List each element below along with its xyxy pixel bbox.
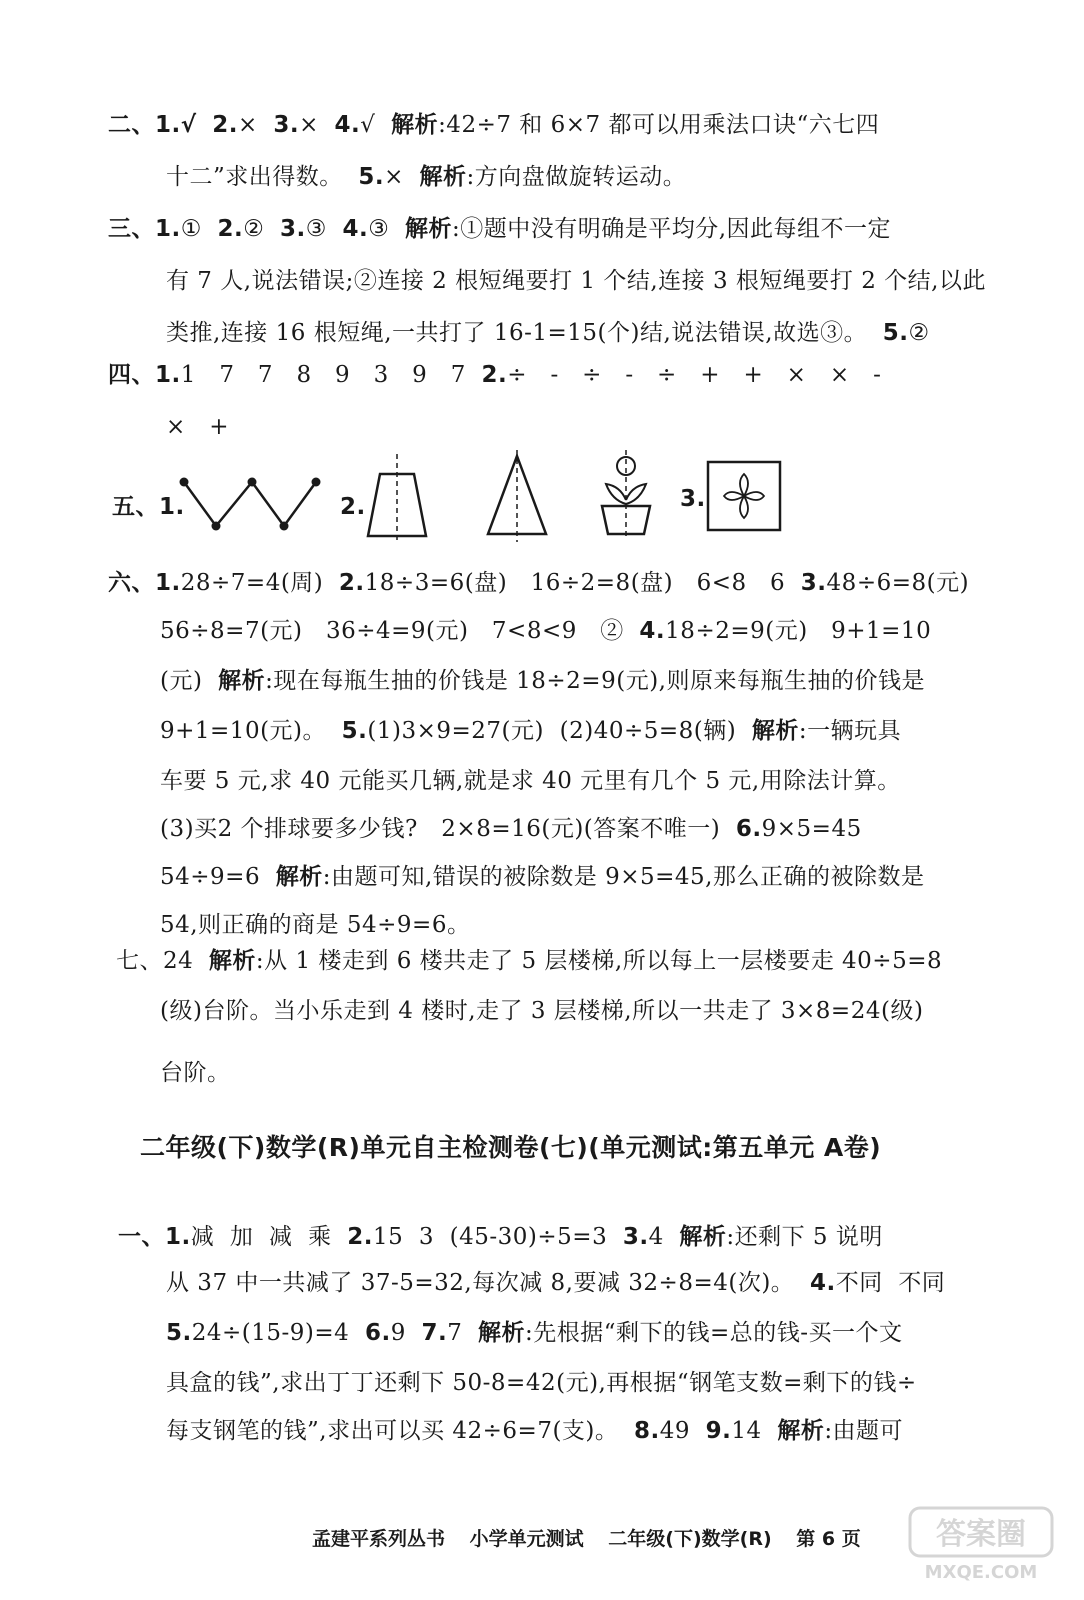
answer-marker: 2. <box>347 1224 373 1250</box>
answer-text-segment: (1)3×9=27(元) (2)40÷5=8(辆) <box>367 718 752 744</box>
answer-marker: 解析 <box>405 216 452 242</box>
answer-line <box>160 1058 231 1088</box>
section5-label-3-wrap <box>680 484 706 514</box>
answer-marker: 8. <box>634 1418 660 1444</box>
answer-marker: 四、1. <box>108 362 181 388</box>
answer-text-segment: 14 <box>731 1418 778 1444</box>
answer-line <box>160 996 923 1026</box>
flowerpot-figure <box>598 450 654 540</box>
answer-marker: 2. <box>217 216 244 242</box>
test-title: 二年级(下)数学(R)单元自主检测卷(七)(单元测试:第五单元 A卷) <box>140 1133 882 1162</box>
answer-text-segment: × <box>384 164 420 190</box>
answer-marker: 6. <box>735 816 762 842</box>
answer-line <box>166 412 229 442</box>
answer-text-segment: 十二”求出得数。 <box>166 164 359 190</box>
answer-text-segment: ③ <box>305 216 343 242</box>
answer-marker: 3. <box>800 570 827 596</box>
answer-text-segment: :由题可 <box>824 1418 904 1444</box>
answer-marker: 二、1.√ <box>108 112 197 138</box>
answer-text-segment: × <box>237 112 274 138</box>
answer-marker: 9. <box>705 1418 732 1444</box>
answer-text-segment: 每支钢笔的钱”,求出可以买 42÷6=7(支)。 <box>166 1418 635 1444</box>
answer-line <box>160 666 925 696</box>
answer-line <box>116 946 942 976</box>
answer-marker: 5. <box>358 164 385 190</box>
footer-page-number: 第 6 页 <box>796 1528 861 1550</box>
answer-text-segment: :①题中没有明确是平均分,因此每组不一定 <box>452 216 892 242</box>
answer-text-segment: 9×5=45 <box>761 816 862 842</box>
answer-marker: 解析 <box>419 164 467 190</box>
answer-marker: 4. <box>809 1270 836 1296</box>
answer-marker: 4. <box>342 216 369 242</box>
answer-text-segment: 56÷8=7(元) 36÷4=9(元) 7<8<9 ② <box>160 618 640 644</box>
answer-text-segment: 不同 不同 <box>835 1270 946 1296</box>
answer-marker: 2. <box>212 112 238 138</box>
answer-line <box>108 568 969 598</box>
answer-line <box>166 1416 903 1446</box>
answer-text-segment: × + <box>166 414 229 440</box>
answer-text-segment: 49 <box>659 1418 706 1444</box>
answer-text-segment: 台阶。 <box>160 1060 231 1086</box>
answer-marker: 解析 <box>208 948 256 974</box>
answer-marker: 6. <box>364 1320 391 1346</box>
answer-text-segment: :由题可知,错误的被除数是 9×5=45,那么正确的被除数是 <box>322 864 925 890</box>
answer-text-segment: ÷ - ÷ - ÷ + + × × - <box>507 362 882 388</box>
answer-line <box>160 910 470 940</box>
answer-text-segment: 48÷6=8(元) <box>826 570 970 596</box>
answer-text-segment: 18÷3=6(盘) 16÷2=8(盘) 6<8 6 <box>364 570 801 596</box>
answer-line <box>160 862 924 892</box>
answer-text-segment: 七、24 <box>116 948 209 974</box>
footer-series: 孟建平系列丛书 <box>312 1528 446 1550</box>
answer-marker: 解析 <box>751 718 799 744</box>
answer-marker: 3. <box>622 1224 649 1250</box>
answer-text-segment: 从 37 中一共减了 37-5=32,每次减 8,要减 32÷8=4(次)。 <box>166 1270 810 1296</box>
trapezoid-figure <box>362 452 432 542</box>
answer-line <box>166 1368 917 1398</box>
triangle-figure <box>482 448 552 542</box>
answer-marker: 解析 <box>777 1418 825 1444</box>
answer-line <box>108 110 879 140</box>
zigzag-figure <box>176 470 324 536</box>
answer-text-segment: 1 7 7 8 9 3 9 7 <box>180 362 482 388</box>
watermark-line2: MXQE.COM <box>924 1562 1038 1583</box>
answer-line <box>166 318 930 348</box>
answer-text-segment: :现在每瓶生抽的价钱是 18÷2=9(元),则原来每瓶生抽的价钱是 <box>265 668 925 694</box>
answer-text-segment: 减 加 减 乘 <box>190 1224 348 1250</box>
answer-marker: 2. <box>481 362 508 388</box>
answer-text-segment: 车要 5 元,求 40 元能买几辆,就是求 40 元里有几个 5 元,用除法计算。 <box>160 768 901 794</box>
answer-text-segment: (3)买2 个排球要多少钱? 2×8=16(元)(答案不唯一) <box>160 816 736 842</box>
answer-text-segment: 类推,连接 16 根短绳,一共打了 16-1=15(个)结,说法错误,故选③。 <box>166 320 883 346</box>
answer-text-segment: :42÷7 和 6×7 都可以用乘法口诀“六七四 <box>438 112 880 138</box>
answer-text-segment: ③ <box>368 216 405 242</box>
answer-marker: 解析 <box>275 864 323 890</box>
answer-marker: 解析 <box>679 1224 727 1250</box>
answer-marker: 5. <box>882 320 909 346</box>
answer-line <box>166 266 986 296</box>
answer-text-segment <box>197 112 213 138</box>
answer-line <box>108 214 891 244</box>
answer-text-segment: ② <box>243 216 280 242</box>
answer-line <box>118 1222 883 1252</box>
answer-text-segment: 7 <box>447 1320 478 1346</box>
answer-text-segment: (元) <box>160 668 219 694</box>
answer-marker: 7. <box>421 1320 448 1346</box>
watermark-line1: 答案圈 <box>936 1517 1026 1552</box>
answer-marker: 2. <box>338 570 365 596</box>
section5-label-1: 五、1. <box>112 494 185 520</box>
answer-marker: 一、1. <box>118 1224 191 1250</box>
answer-text-segment: (级)台阶。当小乐走到 4 楼时,走了 3 层楼梯,所以一共走了 3×8=24(级) <box>160 998 924 1024</box>
answer-text-segment: 28÷7=4(周) <box>180 570 339 596</box>
answer-text-segment: 4 <box>648 1224 680 1250</box>
answer-marker: 5. <box>341 718 368 744</box>
answer-text-segment: 18÷2=9(元) 9+1=10 <box>665 618 932 644</box>
answer-text-segment: 9+1=10(元)。 <box>160 718 342 744</box>
answer-text-segment: × <box>299 112 335 138</box>
answer-text-segment: √ <box>360 112 392 138</box>
watermark-logo <box>906 1504 1056 1588</box>
answer-line <box>108 360 881 390</box>
section5-label-2: 2. <box>340 494 366 520</box>
answer-text-segment: :还剩下 5 说明 <box>726 1224 883 1250</box>
answer-text-segment: 有 7 人,说法错误;②连接 2 根短绳要打 1 个结,连接 3 根短绳要打 2 个结,以此 <box>166 268 986 294</box>
answer-line <box>166 1268 945 1298</box>
footer-book: 小学单元测试 <box>469 1528 584 1550</box>
square-pattern-figure <box>706 460 782 532</box>
answer-marker: 解析 <box>391 112 439 138</box>
answer-line <box>160 814 862 844</box>
answer-text-segment: ① <box>180 216 218 242</box>
answer-text-segment: 54,则正确的商是 54÷9=6。 <box>160 912 471 938</box>
footer-grade: 二年级(下)数学(R) <box>608 1528 772 1550</box>
answer-marker: 解析 <box>218 668 266 694</box>
answer-line <box>160 766 901 796</box>
answer-marker: 六、1. <box>108 570 181 596</box>
section5-label-3: 3. <box>680 486 706 512</box>
answer-text-segment: :方向盘做旋转运动。 <box>466 164 687 190</box>
answer-text-segment: 54÷9=6 <box>160 864 276 890</box>
answer-text-segment: 具盒的钱”,求出丁丁还剩下 50-8=42(元),再根据“钢笔支数=剩下的钱÷ <box>166 1370 917 1396</box>
page-footer <box>312 1524 879 1551</box>
answer-marker: 3. <box>273 112 300 138</box>
answer-line <box>160 616 931 646</box>
answer-text-segment: :一辆玩具 <box>798 718 902 744</box>
answer-text-segment: :从 1 楼走到 6 楼共走了 5 层楼梯,所以每上一层楼要走 40÷5=8 <box>255 948 943 974</box>
answer-marker: 三、1. <box>108 216 181 242</box>
answer-marker: 解析 <box>477 1320 525 1346</box>
answer-marker: 3. <box>280 216 306 242</box>
answer-line <box>166 1318 903 1348</box>
answer-marker: 4. <box>334 112 361 138</box>
answer-text-segment: 24÷(15-9)=4 <box>191 1320 365 1346</box>
section5-label <box>112 492 185 522</box>
answer-marker: 5. <box>166 1320 192 1346</box>
answer-text-segment: ② <box>908 320 930 346</box>
answer-text-segment: 15 3 (45-30)÷5=3 <box>373 1224 623 1250</box>
answer-line <box>160 716 901 746</box>
answer-line <box>166 162 686 192</box>
answer-text-segment: 9 <box>390 1320 422 1346</box>
answer-text-segment: :先根据“剩下的钱=总的钱-买一个文 <box>524 1320 903 1346</box>
answer-marker: 4. <box>639 618 666 644</box>
